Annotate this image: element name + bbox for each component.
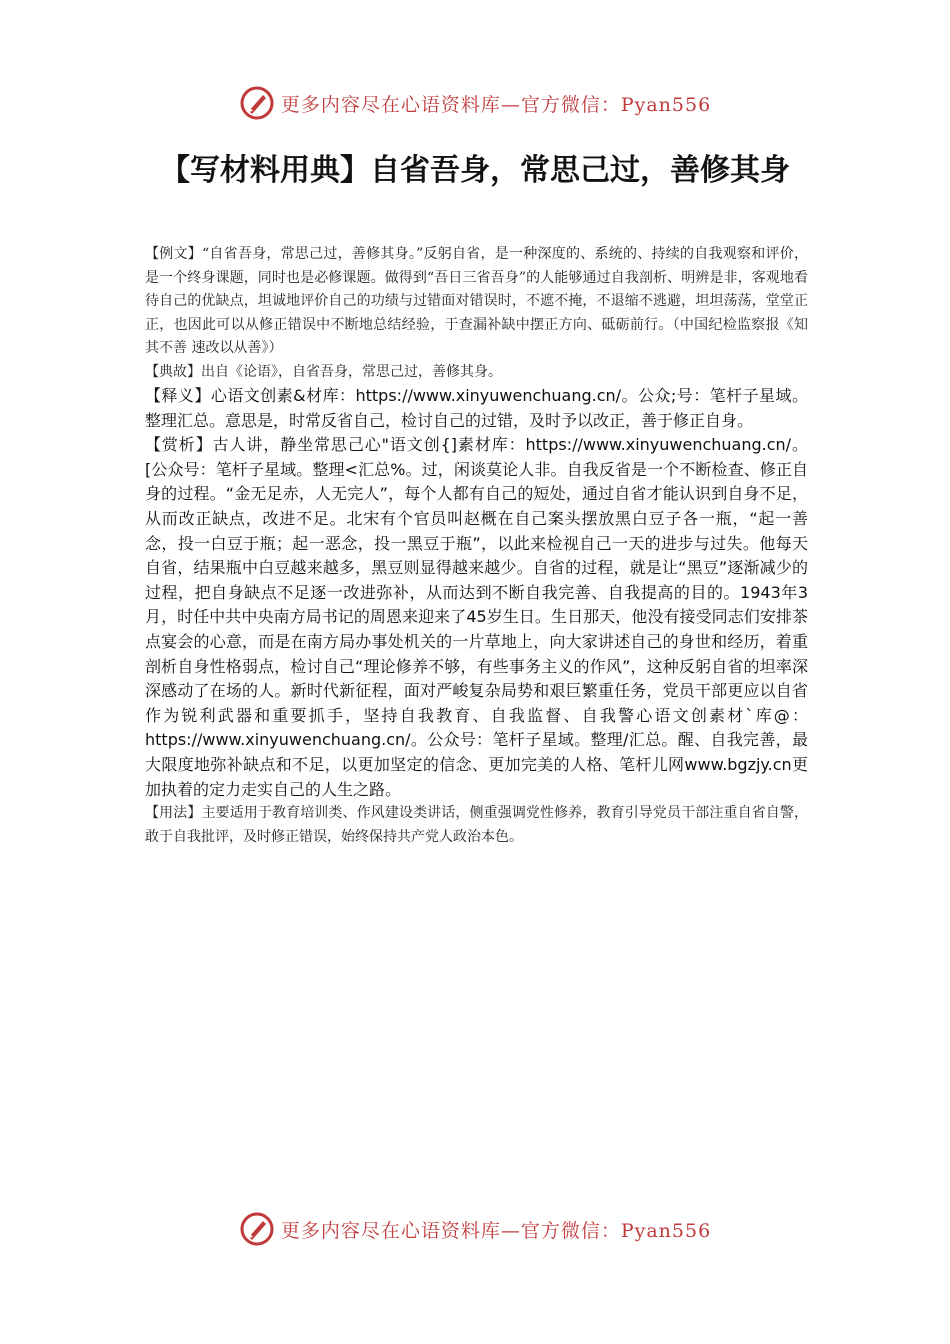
meaning-text: 心语文创素&材库：https://www.xinyuwenchuang.cn/。公众;号：笔杆子星域。整理汇总。意思是，时常反省自己，检讨自己的过错，及时予以改正，善于修正自身。 (145, 386, 808, 430)
meaning-tag: 【释义】 (145, 386, 211, 405)
analysis-paragraph (145, 433, 808, 802)
document-title: 【写材料用典】自省吾身，常思己过，善修其身 (160, 153, 790, 188)
pen-logo-icon (239, 1211, 275, 1247)
example-paragraph (145, 243, 808, 361)
source-tag: 【典故】 (145, 363, 201, 380)
header-banner-text: 更多内容尽在心语资料库—官方微信：Pyan556 (280, 93, 712, 116)
source-text: 出自《论语》，自省吾身，常思己过，善修其身。 (201, 363, 502, 380)
usage-tag: 【用法】 (145, 805, 202, 822)
usage-text: 主要适用于教育培训类、作风建设类讲话，侧重强调党性修养，教育引导党员干部注重自省自警，敢于自我批评，及时修正错误，始终保持共产党人政治本色。 (145, 805, 809, 845)
footer-banner-text: 更多内容尽在心语资料库—官方微信：Pyan556 (280, 1219, 712, 1242)
analysis-text: 古人讲，静坐常思己心"语文创{]素材库：https://www.xinyuwenchuang.cn/。[公众号：笔杆子星域。整理<汇总%。过，闲谈莫论人非。自我反省是一个不断检查、修正自身的过程。“金无足赤，人无完人”，每个人都有自己的短处，通过自省才能认识到自身不足，从而改正缺点，改进不足。北宋有个官员叫赵概在自己案头摆放黑白豆子各一瓶，“起一善念，投一白豆于瓶；起一恶念，投一黑豆于瓶”，以此来检视自己一天的进步与过失。他每天自省，结果瓶中白豆越来越多，黑豆则显得越来越少。自省的过程，就是让“黑豆”逐渐减少的过程，把自身缺点不足逐一改进弥补，从而达到不断自我完善、自我提高的目的。1943年3月，时任中共中央南方局书记的周恩来迎来了45岁生日。生日那天，他没有接受同志们安排茶点宴会的心意，而是在南方局办事处机关的一片草地上，向大家讲述自己的身世和经历，着重剖析自身性格弱点，检讨自己“理论修养不够，有些事务主义的作风”，这种反躬自省的坦率深深感动了在场的人。新时代新征程，面对严峻复杂局势和艰巨繁重任务，党员干部更应以自省作为锐利武器和重要抓手，坚持自我教育、自我监督、自我警心语文创素材`库@：https://www.xinyuwenchuang.cn/。公众号：笔杆子星域。整理/汇总。醒、自我完善，最大限度地弥补缺点和不足，以更加坚定的信念、更加完美的人格、笔杆儿网www.bgzjy.cn更加执着的定力走实自己的人生之路。 (145, 435, 808, 799)
analysis-tag: 【赏析】 (145, 435, 213, 455)
example-text: “自省吾身，常思己过，善修其身。”反躬自省，是一种深度的、系统的、持续的自我观察和评价，是一个终身课题，同时也是必修课题。做得到“吾日三省吾身”的人能够通过自我剖析、明辨是非，客观地看待自己的优缺点，坦诚地评价自己的功绩与过错面对错误时，不遮不掩，不退缩不逃避，坦坦荡荡，堂堂正正，也因此可以从修正错误中不断地总结经验，于查漏补缺中摆正方向、砥砺前行。（中国纪检监察报《知其不善 速改以从善》） (145, 246, 809, 356)
source-paragraph (145, 361, 808, 385)
meaning-paragraph (145, 384, 808, 433)
example-tag: 【例文】 (145, 246, 202, 262)
pen-logo-icon (239, 85, 275, 121)
header-banner (0, 80, 950, 126)
footer-banner (0, 1206, 950, 1252)
usage-paragraph (145, 802, 808, 849)
document-body (145, 243, 808, 849)
